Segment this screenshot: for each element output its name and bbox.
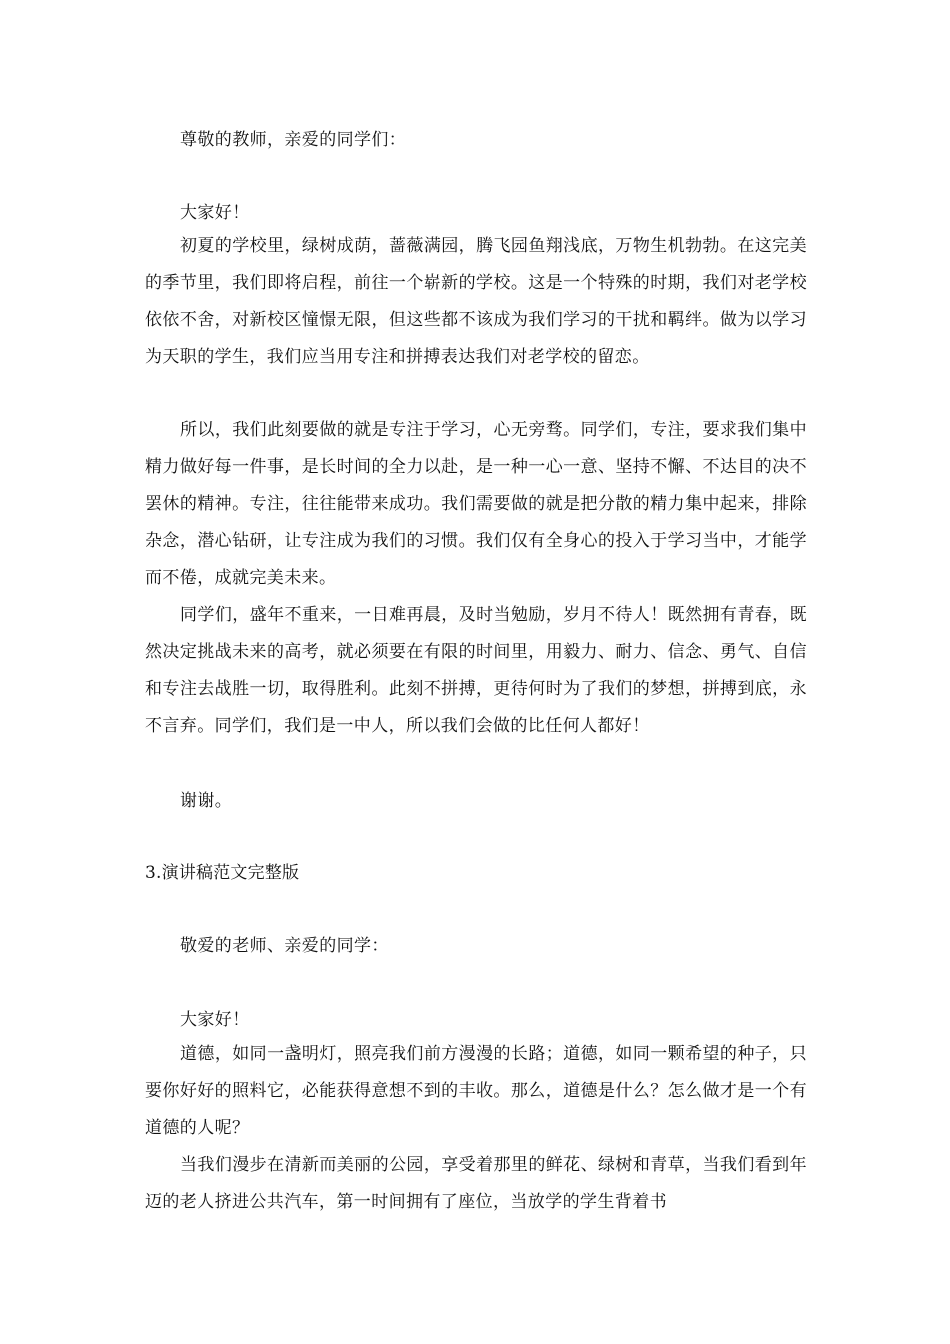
closing-thanks: 谢谢。 xyxy=(180,791,233,811)
document-page xyxy=(145,0,807,1344)
paragraph-park: 当我们漫步在清新而美丽的公园，享受着那里的鲜花、绿树和青草，当我们看到年迈的老人挤进公共汽车，第一时间拥有了座位，当放学的学生背着书 xyxy=(145,1155,807,1212)
salutation-2: 敬爱的老师、亲爱的同学： xyxy=(180,936,389,956)
greeting: 大家好！ xyxy=(180,203,250,223)
paragraph-youth: 同学们，盛年不重来，一日难再晨，及时当勉励，岁月不待人！既然拥有青春，既然决定挑战未来的高考，就必须要在有限的时间里，用毅力、耐力、信念、勇气、自信和专注去战胜一切，取得胜利。此刻不拼搏，更待何时为了我们的梦想，拼搏到底，永不言弃。同学们，我们是一中人，所以我们会做的比任何人都好！ xyxy=(145,605,807,736)
section-heading: 3.演讲稿范文完整版 xyxy=(145,863,300,883)
paragraph-focus: 所以，我们此刻要做的就是专注于学习，心无旁骛。同学们，专注，要求我们集中精力做好每一件事，是长时间的全力以赴，是一种一心一意、坚持不懈、不达目的决不罢休的精神。专注，往往能带来成功。我们需要做的就是把分散的精力集中起来，排除杂念，潜心钻研，让专注成为我们的习惯。我们仅有全身心的投入于学习当中，才能学而不倦，成就完美未来。 xyxy=(145,420,807,588)
salutation: 尊敬的教师，亲爱的同学们： xyxy=(180,130,407,150)
paragraph-morality: 道德，如同一盏明灯，照亮我们前方漫漫的长路；道德，如同一颗希望的种子，只要你好好的照料它，必能获得意想不到的丰收。那么，道德是什么？怎么做才是一个有道德的人呢？ xyxy=(145,1044,807,1138)
paragraph-summer: 初夏的学校里，绿树成荫，蔷薇满园，腾飞园鱼翔浅底，万物生机勃勃。在这完美的季节里，我们即将启程，前往一个崭新的学校。这是一个特殊的时期，我们对老学校依依不舍，对新校区憧憬无限，但这些都不该成为我们学习的干扰和羁绊。做为以学习为天职的学生，我们应当用专注和拼搏表达我们对老学校的留恋。 xyxy=(145,236,807,367)
greeting-2: 大家好！ xyxy=(180,1010,250,1030)
